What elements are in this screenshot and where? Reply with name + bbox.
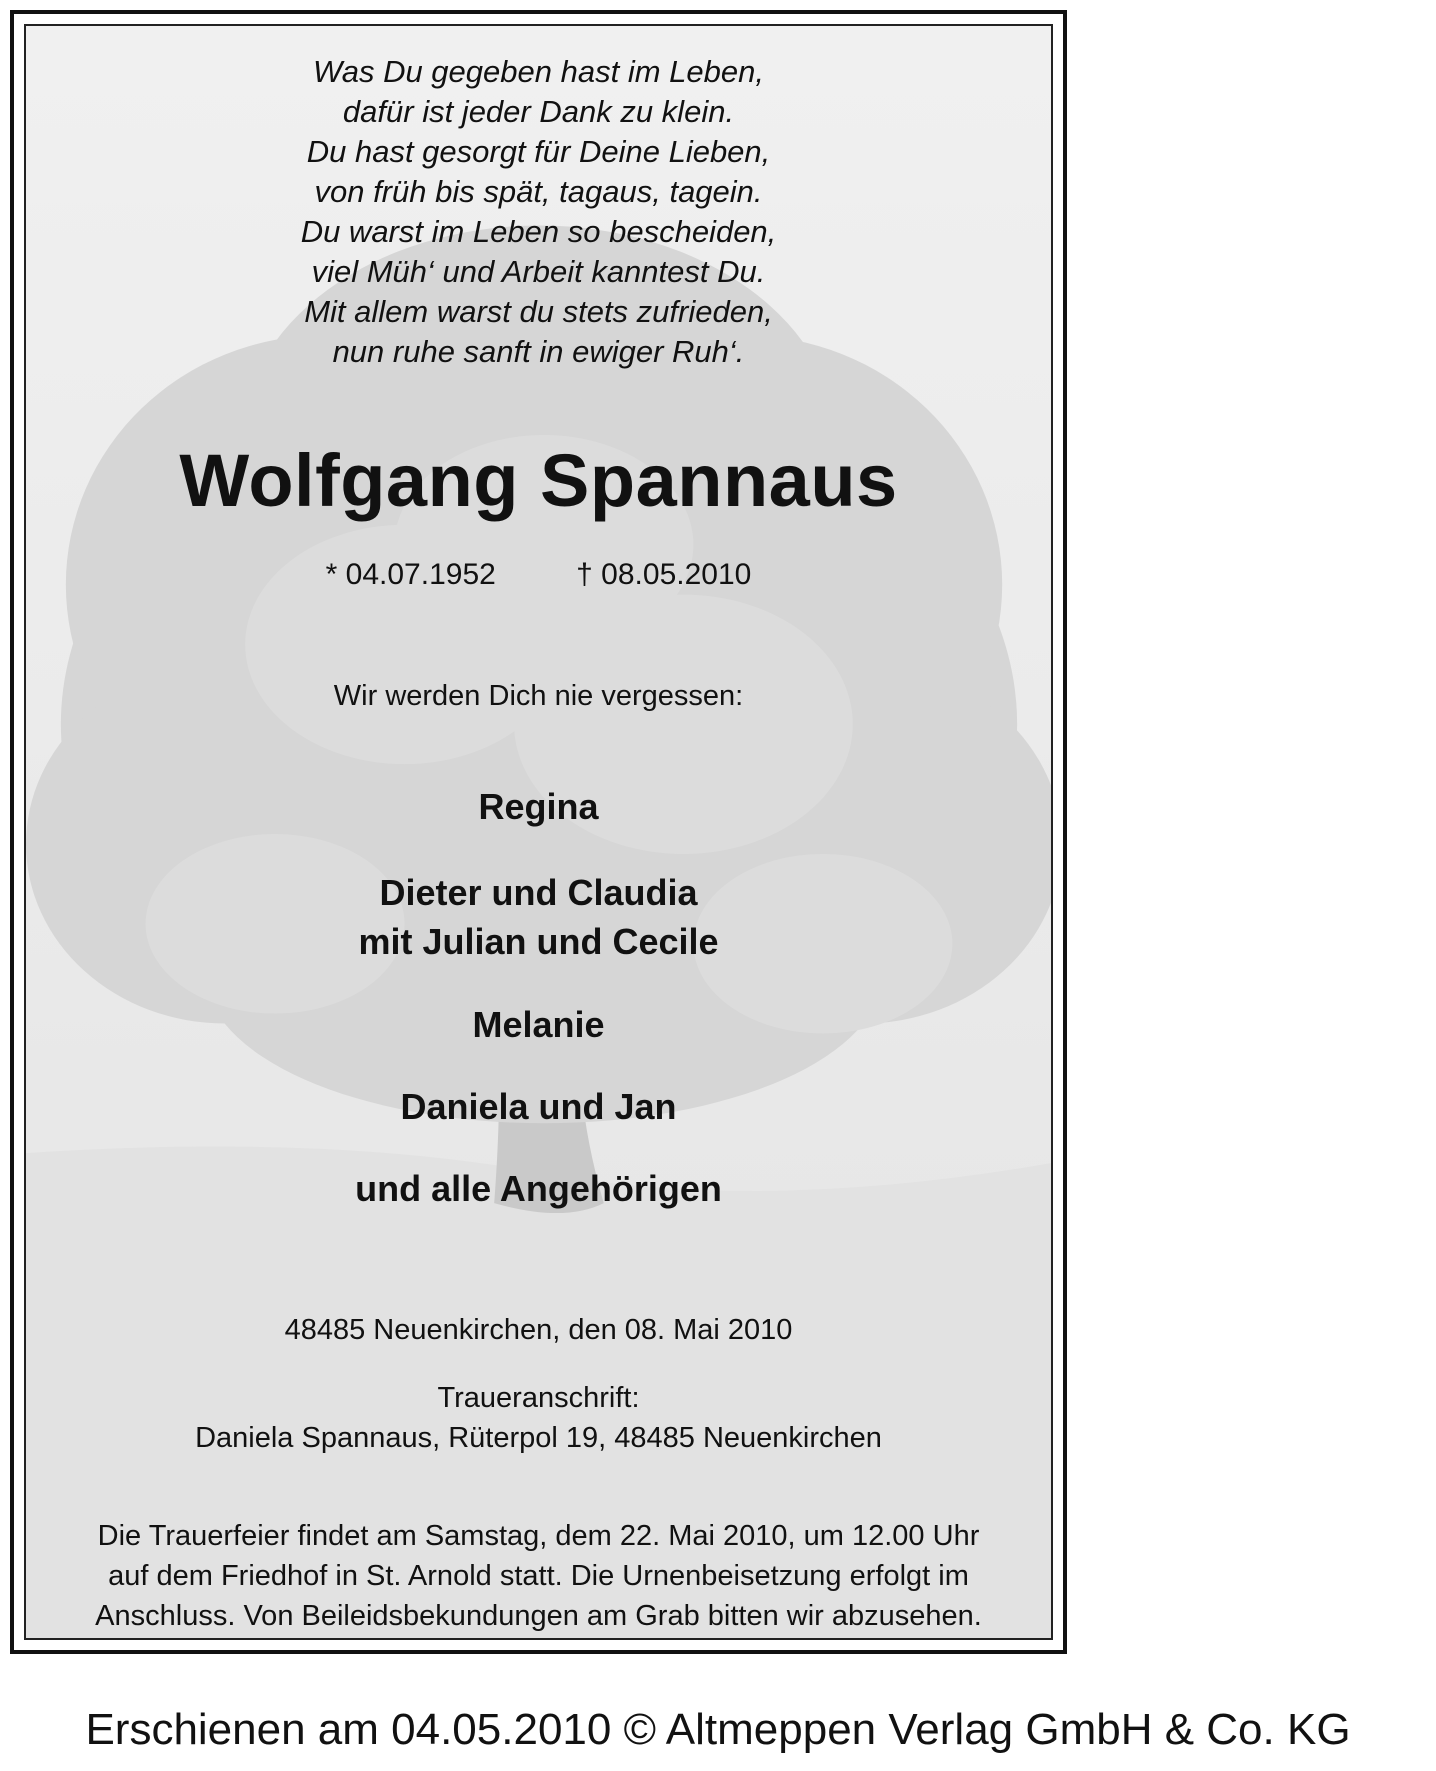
service-line: Die Trauerfeier findet am Samstag, dem 22. Mai 2010, um 12.00 Uhr <box>97 1520 980 1552</box>
funeral-service-info <box>26 1516 1051 1636</box>
mourner-name: Dieter und Claudia <box>379 872 698 913</box>
deceased-name: Wolfgang Spannaus <box>179 439 898 522</box>
mourners-intro: Wir werden Dich nie vergessen: <box>333 680 744 712</box>
obituary-content <box>26 26 1051 1638</box>
poem-line: viel Müh‘ und Arbeit kanntest Du. <box>311 254 766 289</box>
mourning-address <box>26 1378 1051 1458</box>
mourner-name: Melanie <box>472 1004 605 1045</box>
mourner-name: Daniela und Jan <box>400 1086 677 1127</box>
obituary-frame-outer <box>10 10 1067 1654</box>
poem-line: Du warst im Leben so bescheiden, <box>300 214 777 249</box>
poem-line: Was Du gegeben hast im Leben, <box>313 54 764 89</box>
place-and-date: 48485 Neuenkirchen, den 08. Mai 2010 <box>284 1314 793 1346</box>
publication-footer: Erschienen am 04.05.2010 © Altmeppen Verlag GmbH & Co. KG <box>85 1705 1351 1754</box>
death-date: † 08.05.2010 <box>576 558 752 591</box>
mourner-name: und alle Angehörigen <box>355 1168 722 1209</box>
service-line: auf dem Friedhof in St. Arnold statt. Die Urnenbeisetzung erfolgt im <box>108 1560 969 1592</box>
poem-line: Mit allem warst du stets zufrieden, <box>304 294 773 329</box>
mourner-group <box>26 868 1051 966</box>
poem <box>26 52 1051 372</box>
life-dates <box>26 558 1051 592</box>
poem-line: von früh bis spät, tagaus, tagein. <box>314 174 763 209</box>
address-heading: Traueranschrift: <box>437 1382 640 1414</box>
obituary-frame-inner <box>24 24 1053 1640</box>
address-line: Daniela Spannaus, Rüterpol 19, 48485 Neuenkirchen <box>195 1422 882 1454</box>
mourner-name: mit Julian und Cecile <box>358 921 719 962</box>
mourner-name: Regina <box>478 786 599 827</box>
poem-line: Du hast gesorgt für Deine Lieben, <box>306 134 771 169</box>
poem-line: nun ruhe sanft in ewiger Ruh‘. <box>332 334 745 369</box>
poem-line: dafür ist jeder Dank zu klein. <box>342 94 735 129</box>
birth-date: * 04.07.1952 <box>325 558 496 591</box>
service-line: Anschluss. Von Beileidsbekundungen am Grab bitten wir abzusehen. <box>95 1600 982 1632</box>
